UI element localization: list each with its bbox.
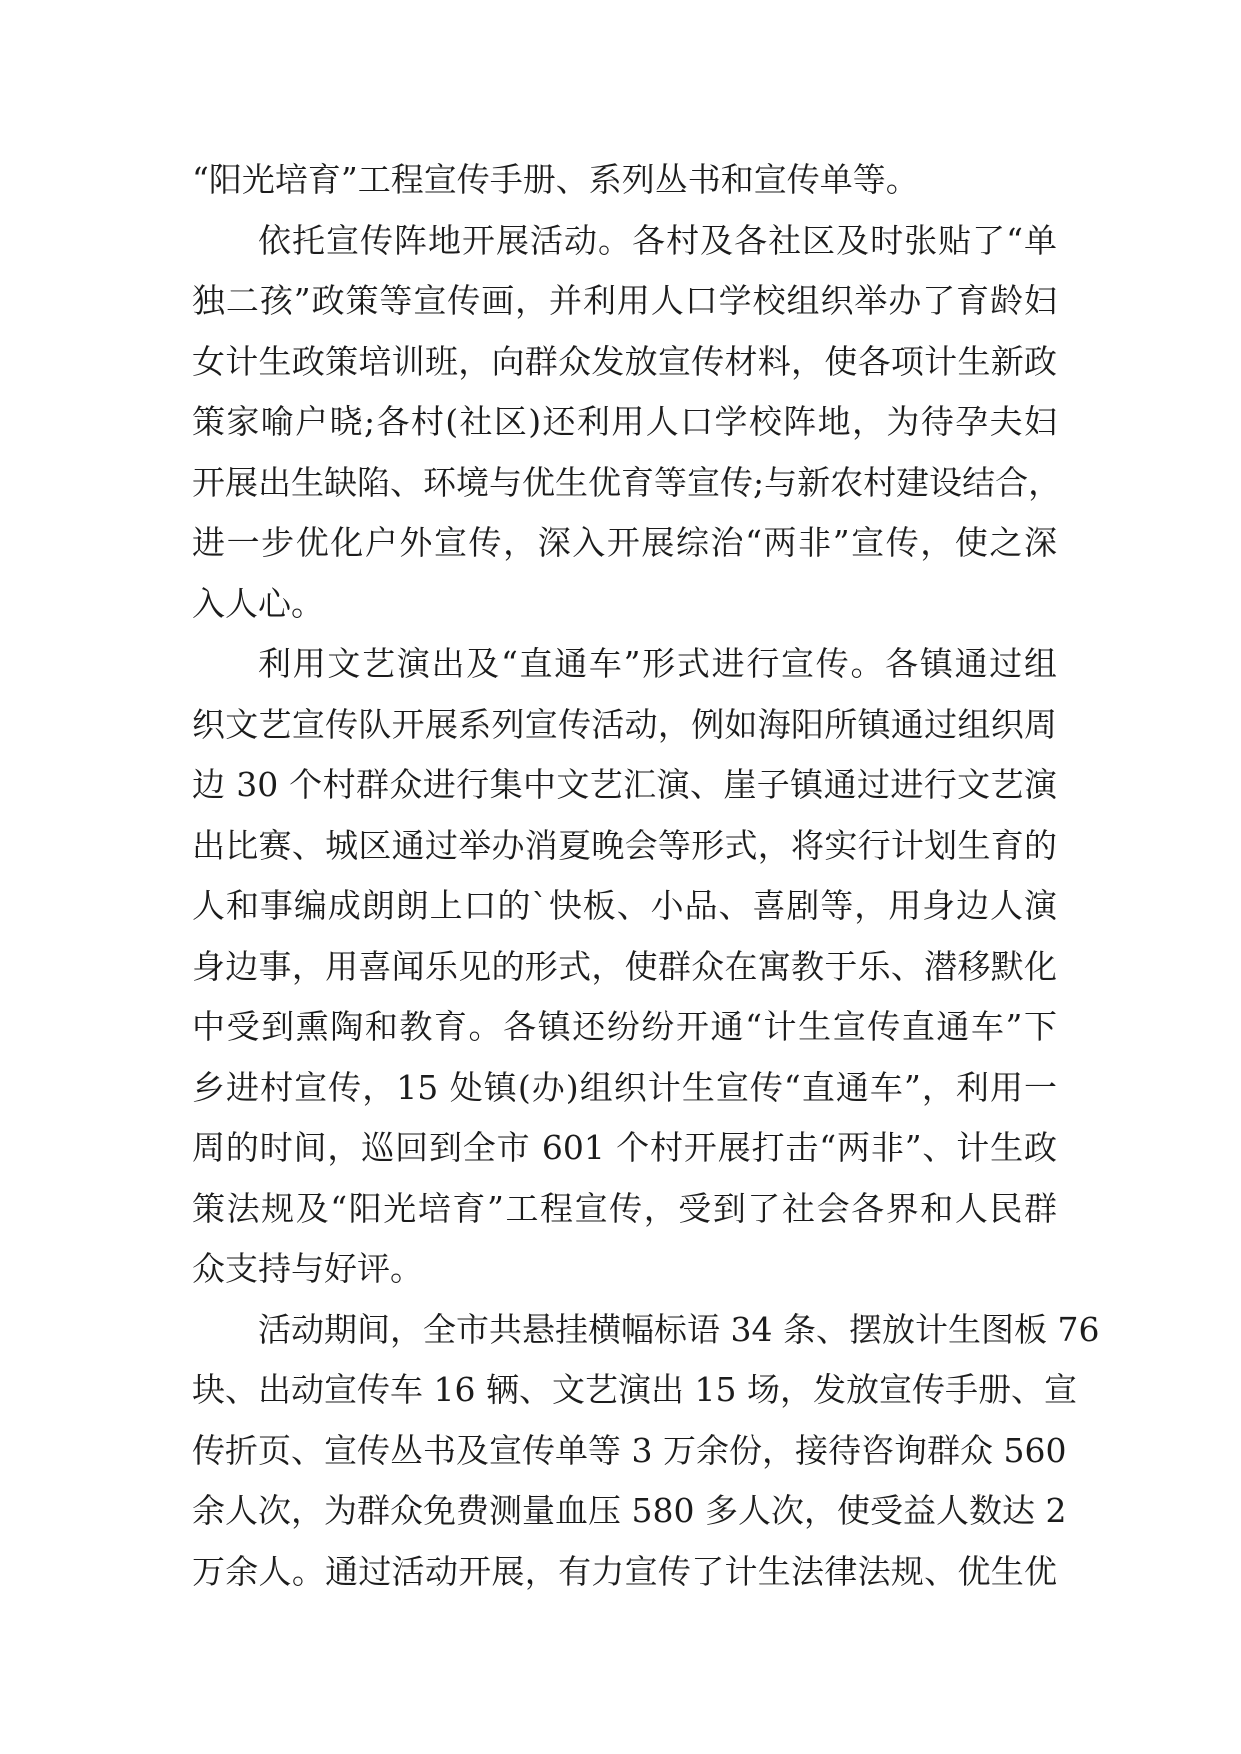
text-line: 中受到熏陶和教育。各镇还纷纷开通“计生宣传直通车”下 <box>192 1007 1057 1046</box>
text-line: 活动期间，全市共悬挂横幅标语 34 条、摆放计生图板 76 <box>258 1309 1100 1349</box>
text-line: 入人心。 <box>192 583 324 623</box>
text-line: 利用文艺演出及“直通车”形式进行宣传。各镇通过组 <box>258 644 1057 683</box>
text-line: 策家喻户晓;各村(社区)还利用人口学校阵地，为待孕夫妇 <box>192 402 1057 441</box>
text-line: 众支持与好评。 <box>192 1249 423 1288</box>
text-line: 出比赛、城区通过举办消夏晚会等形式，将实行计划生育的 <box>192 825 1057 865</box>
text-line: 人和事编成朗朗上口的`快板、小品、喜剧等，用身边人演 <box>192 886 1057 925</box>
text-line: 独二孩”政策等宣传画，并利用人口学校组织举办了育龄妇 <box>192 281 1057 320</box>
text-line: 传折页、宣传丛书及宣传单等 3 万余份，接待咨询群众 560 <box>192 1430 1067 1470</box>
text-line: 乡进村宣传，15 处镇(办)组织计生宣传“直通车”，利用一 <box>192 1067 1057 1107</box>
text-line: 身边事，用喜闻乐见的形式，使群众在寓教于乐、潜移默化 <box>192 946 1057 986</box>
text-line: 边 30 个村群众进行集中文艺汇演、崖子镇通过进行文艺演 <box>192 765 1057 804</box>
text-line: 女计生政策培训班，向群众发放宣传材料，使各项计生新政 <box>192 341 1057 381</box>
text-line: 进一步优化户外宣传，深入开展综治“两非”宣传，使之深 <box>192 523 1057 562</box>
document-body <box>192 150 1100 1602</box>
text-line: 依托宣传阵地开展活动。各村及各社区及时张贴了“单 <box>258 220 1057 260</box>
text-line: 万余人。通过活动开展，有力宣传了计生法律法规、优生优 <box>192 1551 1057 1591</box>
text-line: 开展出生缺陷、环境与优生优育等宣传;与新农村建设结合， <box>192 462 1062 502</box>
text-line: 周的时间，巡回到全市 601 个村开展打击“两非”、计生政 <box>192 1128 1057 1167</box>
text-line: 织文艺宣传队开展系列宣传活动，例如海阳所镇通过组织周 <box>192 704 1057 744</box>
text-line: 块、出动宣传车 16 辆、文艺演出 15 场，发放宣传手册、宣 <box>192 1370 1077 1409</box>
text-line: 余人次，为群众免费测量血压 580 多人次，使受益人数达 2 <box>192 1491 1067 1530</box>
text-line: 策法规及“阳光培育”工程宣传，受到了社会各界和人民群 <box>192 1188 1057 1228</box>
text-line: “阳光培育”工程宣传手册、系列丛书和宣传单等。 <box>192 160 919 199</box>
